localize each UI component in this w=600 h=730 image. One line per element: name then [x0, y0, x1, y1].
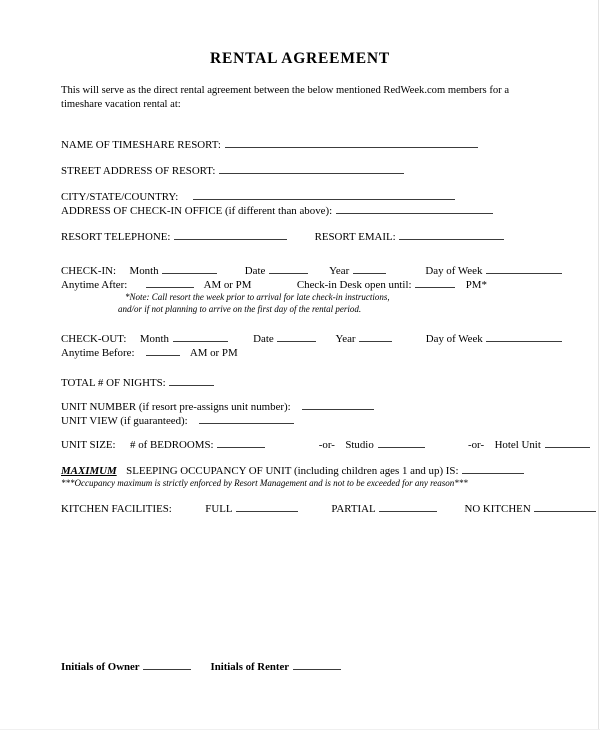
maximum-emphasis-label: MAXIMUM [61, 465, 117, 477]
field-unit-number-input[interactable] [302, 399, 374, 410]
field-unit-view-label: UNIT VIEW (if guaranteed): [61, 415, 188, 427]
field-checkin-year-input[interactable] [353, 263, 386, 274]
field-resort-contact [61, 229, 504, 244]
field-city-state-country-label: CITY/STATE/COUNTRY: [61, 191, 179, 203]
field-studio-label: Studio [345, 439, 374, 451]
field-kitchen-facilities [61, 501, 596, 516]
field-unit-number [61, 399, 374, 414]
field-resort-email-label: RESORT EMAIL: [314, 231, 396, 243]
field-checkin-month-input[interactable] [162, 263, 217, 274]
field-anytime-before-input[interactable] [146, 345, 180, 356]
field-checkin-dayofweek-input[interactable] [486, 263, 562, 274]
field-checkin-month-label: Month [129, 265, 159, 277]
field-checkin-desk-pm-label: PM* [465, 279, 487, 291]
field-resort-email-input[interactable] [399, 229, 504, 240]
field-checkin-date-label: Date [244, 265, 266, 277]
unit-size-or-separator-2: -or- [467, 439, 485, 451]
field-checkin-date [61, 263, 562, 278]
field-total-nights-input[interactable] [169, 375, 214, 386]
field-kitchen-full-input[interactable] [236, 501, 298, 512]
field-anytime-after-label: Anytime After: [61, 279, 128, 291]
field-total-nights [61, 375, 214, 390]
field-checkout-date-label: Date [253, 333, 274, 345]
intro-paragraph: This will serve as the direct rental agreement between the below mentioned RedWeek.com members for a timeshare vacation rental at: [61, 85, 510, 110]
field-kitchen-partial-input[interactable] [379, 501, 437, 512]
page-edge-right [598, 0, 599, 730]
initials-owner-label: Initials of Owner [61, 661, 140, 673]
field-checkin-office-address-input[interactable] [336, 203, 493, 214]
field-checkout-time [61, 345, 238, 360]
field-bedrooms-label: # of BEDROOMS: [130, 439, 214, 451]
field-resort-telephone-input[interactable] [174, 229, 287, 240]
field-city-state-country [61, 189, 455, 204]
field-anytime-after-input[interactable] [146, 277, 194, 288]
field-kitchen-full-label: FULL [205, 503, 233, 515]
field-maximum-occupancy-label: SLEEPING OCCUPANCY OF UNIT (including children ages 1 and up) IS: [126, 465, 459, 477]
field-checkin-ampm-label: AM or PM [203, 279, 252, 291]
field-checkout-ampm-label: AM or PM [189, 347, 238, 359]
checkin-note-line-2: and/or if not planning to arrive on the first day of the rental period. [118, 304, 362, 314]
initials-owner-input[interactable] [143, 659, 191, 670]
occupancy-note: ***Occupancy maximum is strictly enforced by Resort Management and is not to be exceeded for any reason*** [61, 478, 468, 488]
initials-renter-label: Initials of Renter [210, 661, 289, 673]
field-resort-name-input[interactable] [225, 137, 478, 148]
initials-renter-input[interactable] [293, 659, 341, 670]
field-kitchen-partial-label: PARTIAL [331, 503, 376, 515]
field-checkout-year-input[interactable] [359, 331, 392, 342]
page-title: RENTAL AGREEMENT [209, 50, 391, 67]
field-unit-view [61, 413, 294, 428]
field-checkin-desk-input[interactable] [415, 277, 455, 288]
field-checkin-time [61, 277, 487, 292]
field-total-nights-label: TOTAL # OF NIGHTS: [61, 377, 166, 389]
field-hotel-unit-input[interactable] [545, 437, 590, 448]
field-checkout-dayofweek-input[interactable] [486, 331, 562, 342]
field-studio-input[interactable] [378, 437, 425, 448]
field-maximum-occupancy-input[interactable] [462, 463, 524, 474]
field-checkout-date [61, 331, 562, 346]
field-checkout-month-input[interactable] [173, 331, 228, 342]
checkin-note-line-1: *Note: Call resort the week prior to arrival for late check-in instructions, [125, 292, 390, 302]
field-unit-view-input[interactable] [199, 413, 294, 424]
field-kitchen-facilities-label: KITCHEN FACILITIES: [61, 503, 172, 515]
field-street-address-label: STREET ADDRESS OF RESORT: [61, 165, 216, 177]
field-checkin-label: CHECK-IN: [61, 265, 117, 277]
field-checkin-office-address-label: ADDRESS OF CHECK-IN OFFICE (if different than above): [61, 205, 333, 217]
field-checkin-year-label: Year [329, 265, 350, 277]
field-resort-telephone-label: RESORT TELEPHONE: [61, 231, 171, 243]
field-checkout-month-label: Month [139, 333, 169, 345]
field-city-state-country-input[interactable] [193, 189, 455, 200]
field-checkout-year-label: Year [335, 333, 356, 345]
field-checkin-date-input[interactable] [269, 263, 308, 274]
field-checkout-date-input[interactable] [277, 331, 316, 342]
field-anytime-before-label: Anytime Before: [61, 347, 135, 359]
field-street-address-input[interactable] [219, 163, 404, 174]
footer-initials [61, 659, 341, 673]
field-kitchen-none-label: NO KITCHEN [464, 503, 531, 515]
field-hotel-unit-label: Hotel Unit [494, 439, 541, 451]
field-unit-number-label: UNIT NUMBER (if resort pre-assigns unit number): [61, 401, 291, 413]
unit-size-or-separator-1: -or- [318, 439, 335, 451]
field-street-address [61, 163, 404, 178]
field-unit-size-label: UNIT SIZE: [61, 439, 116, 451]
field-resort-name [61, 137, 478, 152]
field-checkin-desk-label: Check-in Desk open until: [296, 279, 412, 291]
field-maximum-occupancy [61, 463, 524, 478]
field-checkin-dayofweek-label: Day of Week [425, 265, 483, 277]
field-unit-size [61, 437, 590, 452]
field-kitchen-none-input[interactable] [534, 501, 596, 512]
field-bedrooms-input[interactable] [217, 437, 265, 448]
field-checkin-office-address [61, 203, 493, 218]
field-resort-name-label: NAME OF TIMESHARE RESORT: [61, 139, 221, 151]
field-checkout-dayofweek-label: Day of Week [425, 333, 483, 345]
field-checkout-label: CHECK-OUT: [61, 333, 127, 345]
